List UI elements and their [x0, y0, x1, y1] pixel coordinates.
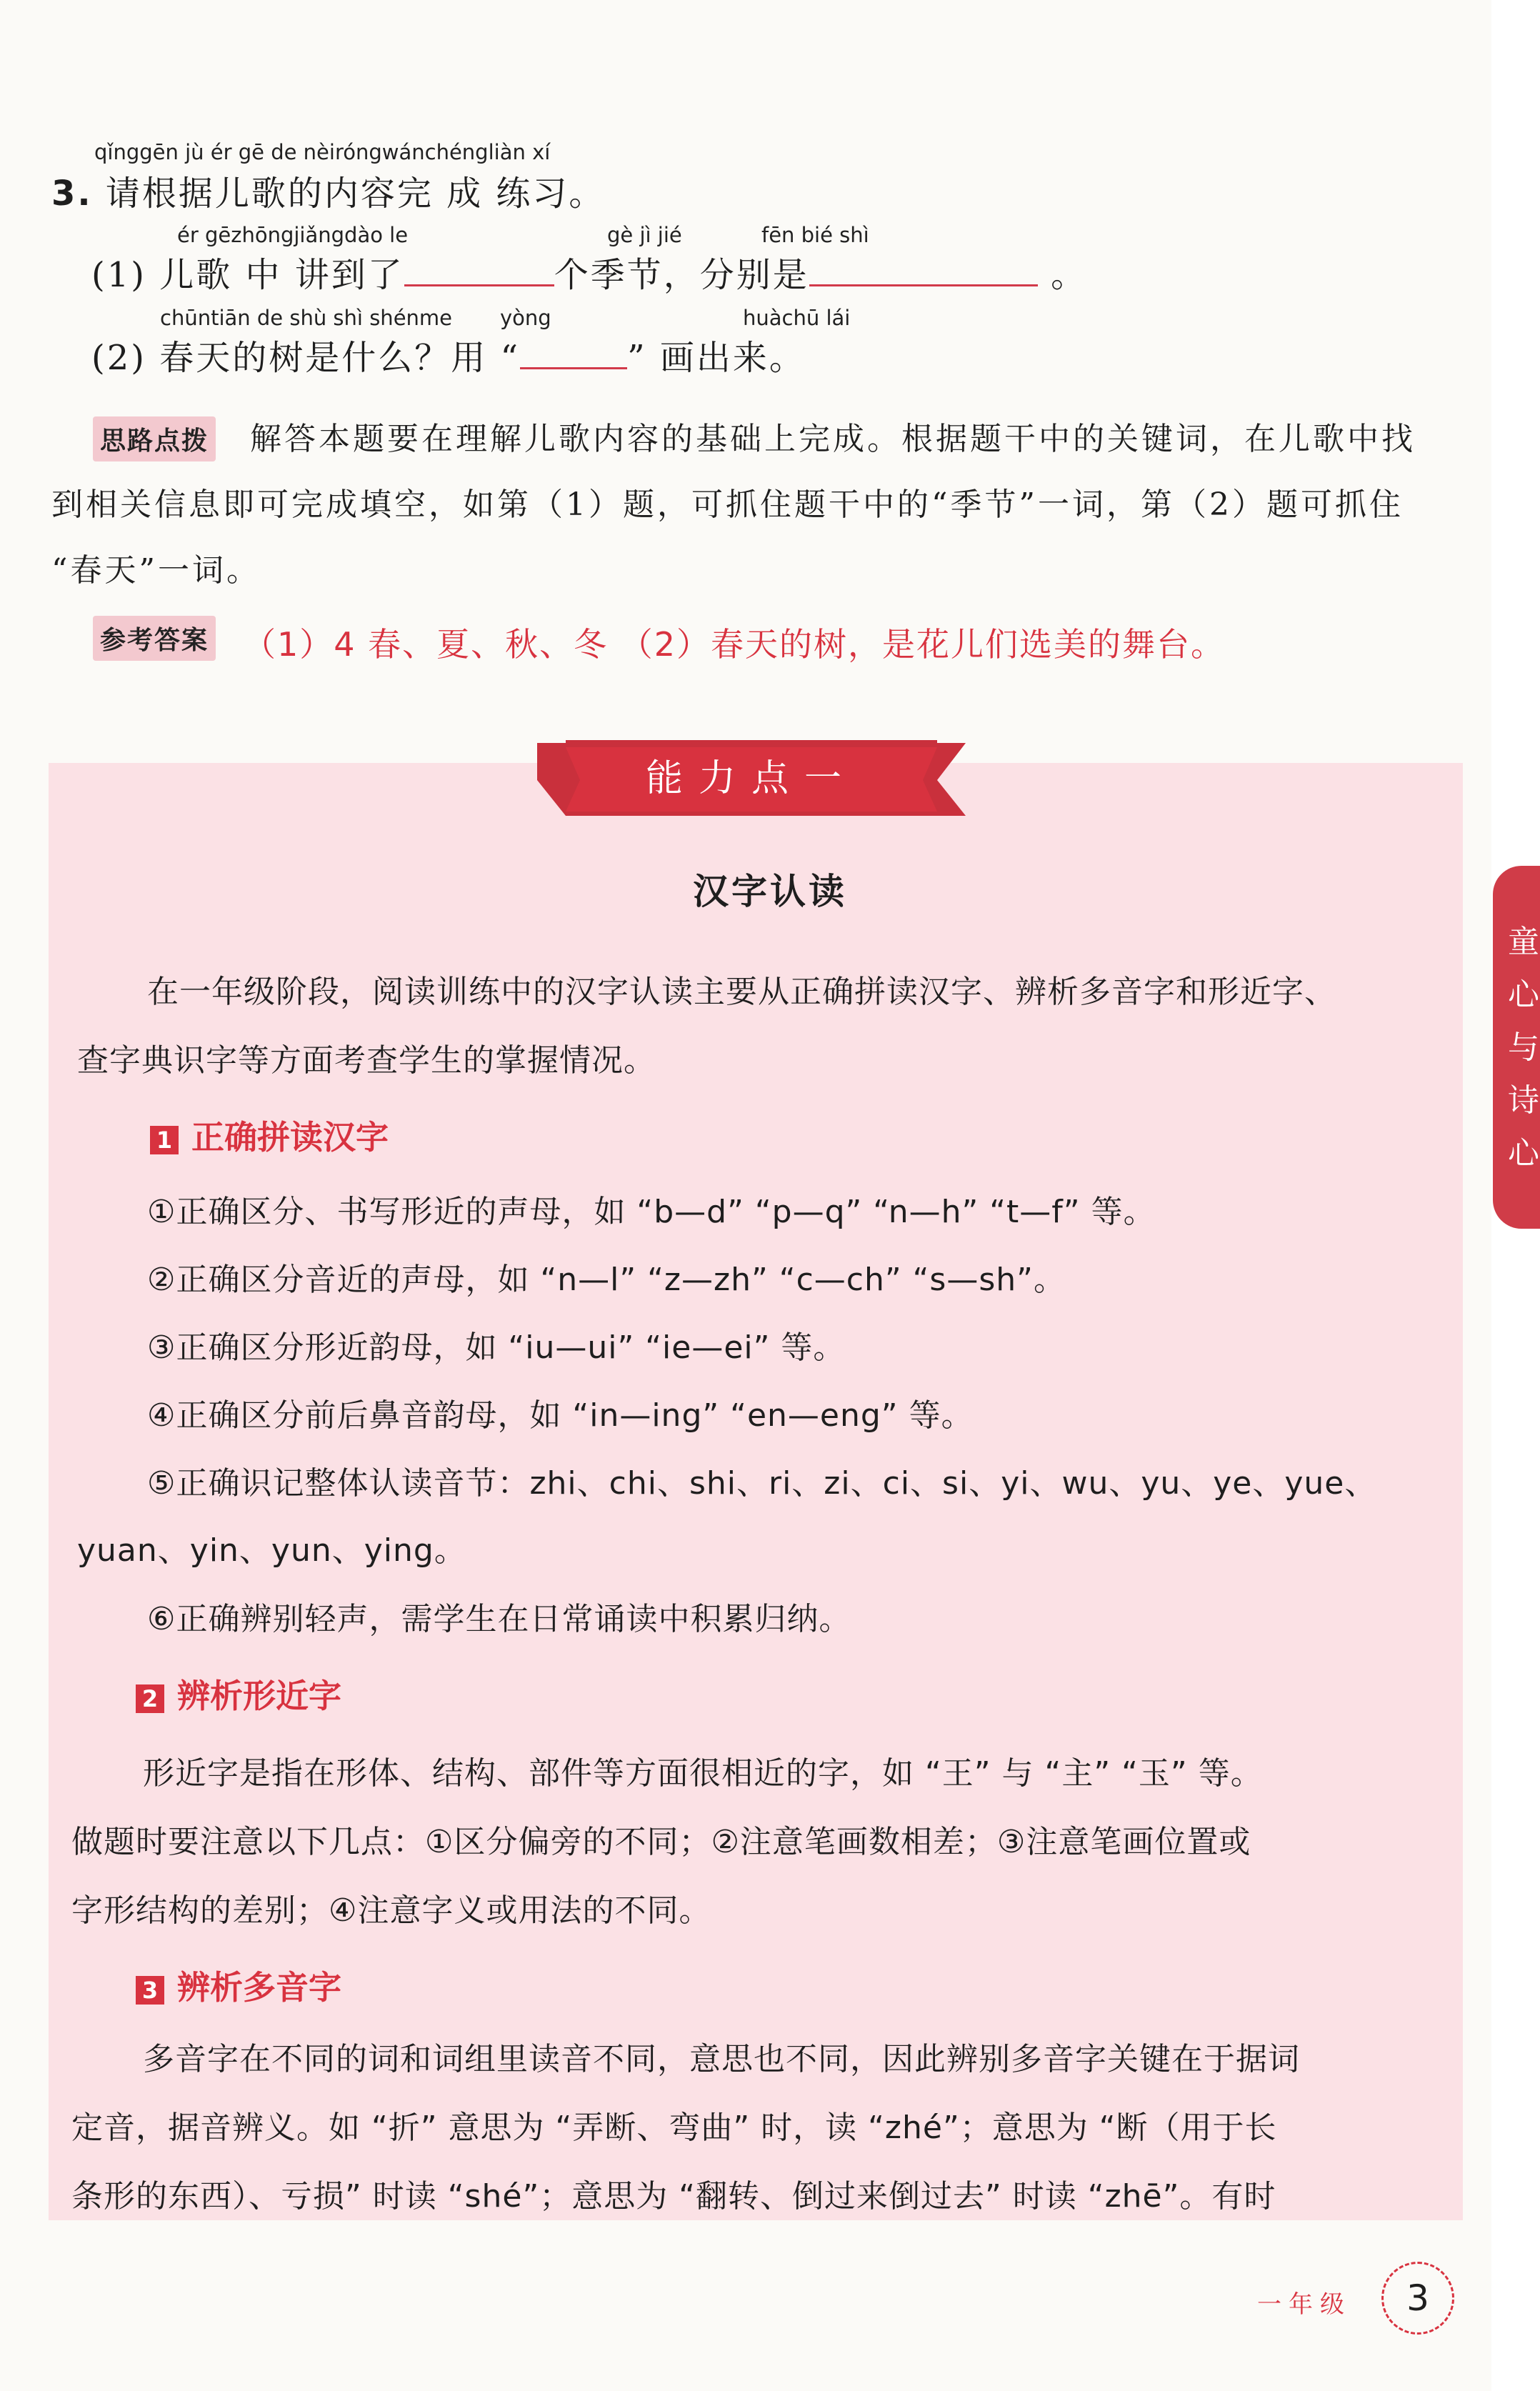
answer-line — [93, 616, 216, 661]
item-4: ④正确区分前后鼻音韵母，如 “in—ing” “en—eng” 等。 — [147, 1397, 974, 1434]
heading-1-text: 正确拼读汉字 — [191, 1118, 389, 1157]
heading-1 — [150, 1112, 389, 1159]
heading-2 — [136, 1670, 341, 1717]
answer-text: （1）4 春、夏、秋、冬 （2）春天的树，是花儿们选美的舞台。 — [243, 625, 1226, 664]
banner-title: 能力点一 — [645, 757, 857, 800]
item-5: ⑤正确识记整体认读音节：zhi、chi、shi、ri、zi、ci、si、yi、wu、yu、ye、yue、 — [147, 1465, 1377, 1502]
heading-2-number: 2 — [136, 1684, 164, 1713]
para-2-line-3: 字形结构的差别；④注意字义或用法的不同。 — [71, 1892, 711, 1929]
question-line — [51, 166, 605, 215]
sub1-pinyin-b: gè jì jié — [607, 223, 682, 247]
side-tab-char-3: 与 — [1508, 1029, 1539, 1066]
page-number: 3 — [1381, 2262, 1454, 2335]
heading-2-text: 辨析形近字 — [177, 1677, 341, 1715]
hint-line-1 — [93, 413, 1416, 461]
item-3: ③正确区分形近韵母，如 “iu—ui” “ie—ei” 等。 — [147, 1329, 846, 1366]
para-3-line-3: 条形的东西）、亏损” 时读 “shé”；意思为 “翻转、倒过来倒过去” 时读 “zhē”。有时 — [71, 2178, 1276, 2215]
sub2-label: (2) — [91, 338, 146, 378]
sub2-pinyin-c: huàchū lái — [743, 306, 851, 330]
heading-3-number: 3 — [136, 1976, 164, 2005]
question-text: 请根据儿歌的内容完 成 练习。 — [105, 174, 606, 214]
answer-tag: 参考答案 — [93, 616, 216, 661]
para-2-line-1: 形近字是指在形体、结构、部件等方面很相近的字，如 “王” 与 “主” “玉” 等。 — [143, 1755, 1263, 1792]
side-tab-char-1: 童 — [1508, 924, 1539, 960]
item-6: ⑥正确辨别轻声，需学生在日常诵读中积累归纳。 — [147, 1601, 851, 1637]
sub1-blank-seasons[interactable] — [809, 256, 1038, 286]
sub1-part-b: 个季节，分别是 — [554, 255, 809, 295]
sub2-pinyin-a: chūntiān de shù shì shénme — [160, 306, 453, 330]
heading-3 — [136, 1962, 341, 2009]
sub1-end: 。 — [1051, 255, 1088, 295]
heading-1-number: 1 — [150, 1126, 179, 1154]
sub1-pinyin-c: fēn bié shì — [761, 223, 869, 247]
item-2: ②正确区分音近的声母，如 “n—l” “z—zh” “c—ch” “s—sh”。 — [147, 1262, 1066, 1298]
sub2-part-b: ” 画出来。 — [627, 338, 806, 378]
sub2-line — [91, 330, 806, 379]
hint-line-2: 到相关信息即可完成填空，如第（1）题，可抓住题干中的“季节”一词，第（2）题可抓住 — [51, 486, 1404, 523]
sub2-part-a: 春天的树是什么？用 “ — [159, 338, 521, 378]
item-1: ①正确区分、书写形近的声母，如 “b—d” “p—q” “n—h” “t—f” 等。 — [147, 1194, 1156, 1230]
sub2-blank[interactable] — [520, 339, 627, 369]
para-3-line-2: 定音，据音辨义。如 “折” 意思为 “弄断、弯曲” 时，读 “zhé”；意思为 “断（用于长 — [71, 2110, 1277, 2146]
hint-tag: 思路点拨 — [93, 416, 216, 461]
heading-3-text: 辨析多音字 — [177, 1968, 341, 2007]
hint-text-1: 解答本题要在理解儿歌内容的基础上完成。根据题干中的关键词，在儿歌中找 — [250, 421, 1416, 457]
question-pinyin: qǐnggēn jù ér gē de nèiróngwánchéngliàn xí — [94, 140, 551, 164]
sub1-pinyin-a: ér gēzhōngjiǎngdào le — [177, 223, 409, 247]
intro-line-1: 在一年级阶段，阅读训练中的汉字认读主要从正确拼读汉字、辨析多音字和形近字、 — [147, 974, 1336, 1010]
sub1-part-a: 儿歌 中 讲到了 — [159, 255, 404, 295]
item-5-cont: yuan、yin、yun、ying。 — [77, 1532, 466, 1569]
para-3-line-1: 多音字在不同的词和词组里读音不同，意思也不同，因此辨别多音字关键在于据词 — [143, 2041, 1300, 2077]
side-tab-char-4: 诗 — [1508, 1082, 1539, 1119]
sub1-label: (1) — [91, 255, 146, 295]
sub1-blank-count[interactable] — [404, 256, 554, 286]
footer-grade: 一年级 — [1257, 2290, 1351, 2319]
question-number: 3. — [51, 174, 93, 214]
sub2-pinyin-b: yòng — [500, 306, 551, 330]
intro-line-2: 查字典识字等方面考查学生的掌握情况。 — [77, 1042, 656, 1079]
side-tab-char-5: 心 — [1508, 1135, 1539, 1172]
section-title: 汉字认读 — [693, 870, 847, 912]
side-tab-char-2: 心 — [1508, 977, 1539, 1013]
sub1-line — [91, 247, 1087, 296]
hint-line-3: “春天”一词。 — [51, 552, 261, 589]
para-2-line-2: 做题时要注意以下几点：①区分偏旁的不同；②注意笔画数相差；③注意笔画位置或 — [71, 1824, 1251, 1860]
